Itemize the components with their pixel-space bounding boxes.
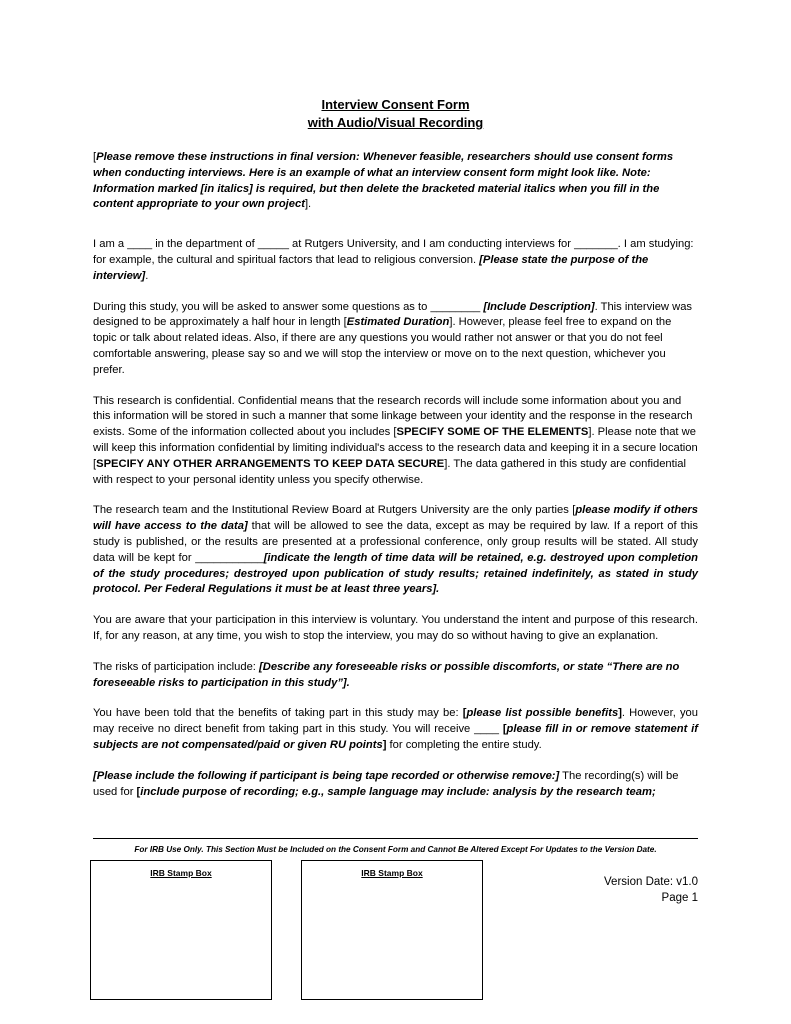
instructions-paragraph [93,150,698,213]
bracket: [ [93,151,97,163]
recording-emphasis-1: [Please include the following if participant is being tape recorded or otherwise remove:] [93,769,560,782]
bracket: ] [382,738,387,751]
benefits-emphasis-1: please list possible benefits [466,707,619,720]
bracket: ]. [304,198,312,211]
bracket: [ [136,785,141,798]
bracket: [ [502,723,507,736]
page-number: Page 1 [661,892,698,904]
during-text-1: During this study, you will be asked to answer some questions as to ________ [93,300,484,313]
irb-stamp-box-1 [90,860,272,1000]
intro-text: I am a ____ in the department of _____ at Rutgers University, and I am conducting interviews for _______. I am studying: for example, the cultural and spiritual factors that lead to religious conversion. [93,238,694,266]
confidential-text-3: ]. The data gathered in this study are confidential with respect to your personal identity unless you specify otherwise. [93,457,686,486]
benefits-text-2: . However, you may receive no direct benefit from taking part in this study. You will receive ____ [93,707,699,736]
benefits-text-3: for completing the entire study. [386,738,542,751]
risks-emphasis: [Describe any foreseeable risks or possible discomforts, or state “There are no foreseeable risks to participation in this study”]. [93,660,680,689]
irb-stamp-box-2 [301,860,483,1000]
voluntary-paragraph: You are aware that your participation in this interview is voluntary. You understand the intent and purpose of this research. If, for any reason, at any time, you wish to stop the interview, you may do so without having to give an explanation. [93,614,698,642]
title-line-1: Interview Consent Form [321,97,470,112]
research-team-text-2: that will be allowed to see the data, except as may be required by law. If a report of this study is published, or the results are presented at a professional conference, only group results will be stated. All study data will be kept for ___________ [93,520,698,564]
intro-paragraph [93,237,698,284]
research-team-emphasis-1: please modify if others will have access to the data] [93,504,698,533]
confidential-text-2: ]. Please note that we will keep this information confidential by limiting individual's access to the research data and keeping it in a secure location [ [93,426,698,470]
during-paragraph [93,300,698,379]
bracket: [ [462,707,467,720]
confidential-text-1: This research is confidential. Confidential means that the research records will include some information about you and this information will be stored in such a manner that some linkage between your identity and the response in the research exists. Some of the information collected about you includes [ [93,394,693,439]
confidential-paragraph [93,394,698,489]
confidential-bold-1: SPECIFY SOME OF THE ELEMENTS [396,426,589,439]
during-emphasis-2: Estimated Duration [346,316,450,329]
footer-divider [93,838,698,839]
risks-paragraph [93,660,698,692]
document-title [93,96,698,132]
benefits-emphasis-2: please fill in or remove statement if subjects are not compensated/paid or given RU points [93,723,698,751]
bracket: ] [618,707,622,720]
recording-paragraph [93,769,698,801]
research-team-emphasis-2: [indicate the length of time data will be retained, e.g. destroyed upon completion of the study procedures; destroyed upon publication of study results; retained indefinitely, as stated in study protocol. Per Federal Regulations it must be at least three years]. [93,551,698,596]
research-team-text-1: The research team and the Institutional Review Board at Rutgers University are the only parties [ [93,504,576,517]
during-text-2: . This interview was designed to be approximately a half hour in length [93,300,693,329]
benefits-text-1: You have been told that the benefits of taking part in this study may be: [93,707,463,720]
confidential-bold-2: SPECIFY ANY OTHER ARRANGEMENTS TO KEEP DATA SECURE [96,457,445,470]
research-team-paragraph [93,503,698,598]
title-line-2: with Audio/Visual Recording [307,115,484,130]
irb-stamp-label: IRB Stamp Box [361,868,423,878]
recording-emphasis-2: include purpose of recording; e.g., sample language may include: analysis by the research team; [140,785,656,798]
intro-end: . [145,269,149,282]
bracket: [ [343,316,347,329]
version-date: Version Date: v1.0 [604,876,698,888]
bracket: ] [449,316,453,329]
during-text-3: . However, please feel free to expand on the topic or talk about related ideas. Also, if there are any questions you would rather not answer or that you do not feel comfortable answering, please say so and we will stop the interview or move on to the next question, whichever you prefer. [93,316,672,376]
recording-text: The recording(s) will be used for [93,769,679,798]
intro-emphasis: [Please state the purpose of the interview] [93,253,649,282]
irb-note: For IRB Use Only. This Section Must be Included on the Consent Form and Cannot Be Altered Except For Updates to the Version Date. [134,845,657,854]
during-emphasis-1: [Include Description] [483,300,595,313]
irb-stamp-label: IRB Stamp Box [150,868,212,878]
version-info [604,874,698,906]
document-body [93,96,698,815]
risks-text: The risks of participation include: [93,660,260,673]
instructions-text: Please remove these instructions in final version: Whenever feasible, researchers should use consent forms when conducting interviews. Here is an example of what an interview consent form might look like. Note: Information marked [in italics] is required, but then delete the bracketed material italics when you fill in the content appropriate to your own project [93,151,674,211]
benefits-paragraph [93,706,698,753]
